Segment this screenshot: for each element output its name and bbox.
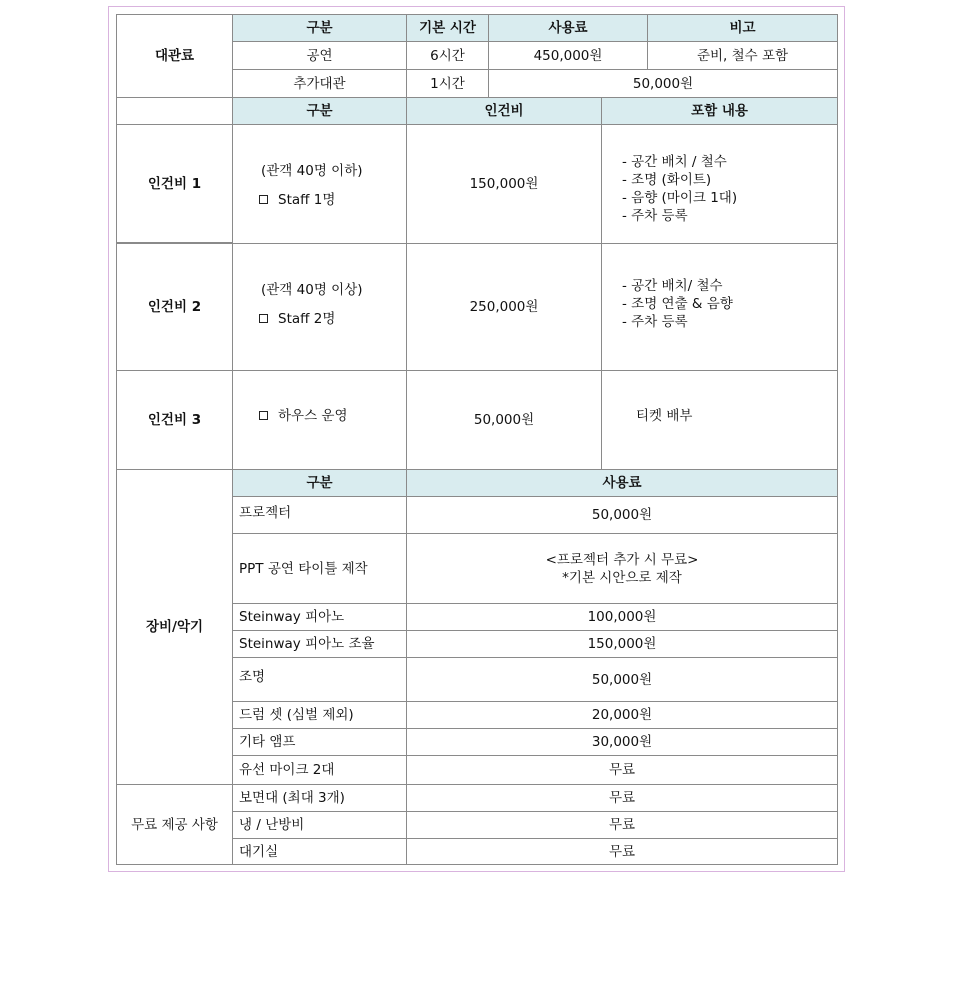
- staff-2-item: Staff 2명: [278, 311, 336, 327]
- equipment-piano-fee: 100,000원: [406, 603, 838, 631]
- staff-1-details-text: - 공간 배치 / 철수 - 조명 (화이트) - 음향 (마이크 1대) - 주차 등록: [622, 154, 738, 224]
- staff-2-label: 인건비 2: [116, 243, 233, 371]
- free-waiting-room: 대기실: [232, 838, 407, 865]
- staff-3-details-text: 티켓 배부: [636, 408, 693, 424]
- staff-3-details: [601, 370, 838, 470]
- equipment-guitar-amp-fee: 30,000원: [406, 728, 838, 756]
- equipment-row-label: 장비/악기: [116, 469, 233, 785]
- equipment-ppt: PPT 공연 타이틀 제작: [232, 533, 407, 604]
- equipment-ppt-fee: <프로젝터 추가 시 무료> *기본 시안으로 제작: [406, 533, 838, 604]
- checkbox-icon: [259, 314, 268, 323]
- equipment-projector: 프로젝터: [232, 496, 407, 534]
- rental-row-performance-note: 준비, 철수 포함: [647, 41, 838, 70]
- equipment-drums-fee: 20,000원: [406, 701, 838, 729]
- staff-1-fee: 150,000원: [406, 124, 602, 244]
- rental-row-performance-type: 공연: [232, 41, 407, 70]
- equipment-header-fee: 사용료: [406, 469, 838, 497]
- staff-2-condition: (관객 40명 이상): [261, 282, 363, 298]
- equipment-lighting-fee: 50,000원: [406, 657, 838, 702]
- equipment-lighting: 조명: [232, 657, 407, 702]
- checkbox-icon: [259, 195, 268, 204]
- free-music-stand: 보면대 (최대 3개): [232, 784, 407, 812]
- staff-header-details: 포함 내용: [601, 97, 838, 125]
- rental-row-performance-fee: 450,000원: [488, 41, 648, 70]
- rental-header-type: 구분: [232, 14, 407, 42]
- staff-2-details: [601, 243, 838, 371]
- staff-2-fee: 250,000원: [406, 243, 602, 371]
- staff-2-condition-cell: [232, 243, 407, 371]
- rental-row-label: 대관료: [116, 14, 233, 98]
- fee-table: [116, 14, 838, 865]
- staff-2-details-text: - 공간 배치/ 철수 - 조명 연출 & 음향 - 주차 등록: [622, 278, 733, 330]
- equipment-drums: 드럼 셋 (심벌 제외): [232, 701, 407, 729]
- equipment-piano-tuning: Steinway 피아노 조율: [232, 630, 407, 658]
- rental-header-time: 기본 시간: [406, 14, 489, 42]
- rental-header-note: 비고: [647, 14, 838, 42]
- staff-header-type: 구분: [232, 97, 407, 125]
- free-hvac-fee: 무료: [406, 811, 838, 839]
- free-hvac: 냉 / 난방비: [232, 811, 407, 839]
- staff-1-condition: (관객 40명 이하): [261, 163, 363, 179]
- equipment-guitar-amp: 기타 앰프: [232, 728, 407, 756]
- free-music-stand-fee: 무료: [406, 784, 838, 812]
- staff-1-label: 인건비 1: [116, 124, 233, 244]
- staff-1-condition-cell: [232, 124, 407, 244]
- staff-3-label: 인건비 3: [116, 370, 233, 470]
- equipment-header-type: 구분: [232, 469, 407, 497]
- rental-row-extra-time: 1시간: [406, 69, 489, 98]
- rental-row-extra-type: 추가대관: [232, 69, 407, 98]
- staff-2-item-line: [259, 310, 335, 328]
- free-row-label: 무료 제공 사항: [116, 784, 233, 865]
- equipment-wired-mic-fee: 무료: [406, 755, 838, 785]
- rental-row-extra-fee: 50,000원: [488, 69, 838, 98]
- rental-header-fee: 사용료: [488, 14, 648, 42]
- staff-3-item: 하우스 운영: [278, 408, 348, 424]
- checkbox-icon: [259, 411, 268, 420]
- equipment-piano: Steinway 피아노: [232, 603, 407, 631]
- rental-row-performance-time: 6시간: [406, 41, 489, 70]
- equipment-piano-tuning-fee: 150,000원: [406, 630, 838, 658]
- staff-1-details: [601, 124, 838, 244]
- equipment-wired-mic: 유선 마이크 2대: [232, 755, 407, 785]
- staff-3-item-line: [259, 407, 348, 425]
- staff-1-item-line: [259, 191, 335, 209]
- staff-header-fee: 인건비: [406, 97, 602, 125]
- free-waiting-room-fee: 무료: [406, 838, 838, 865]
- staff-3-fee: 50,000원: [406, 370, 602, 470]
- staff-1-item: Staff 1명: [278, 192, 336, 208]
- equipment-projector-fee: 50,000원: [406, 496, 838, 534]
- staff-3-item-cell: [232, 370, 407, 470]
